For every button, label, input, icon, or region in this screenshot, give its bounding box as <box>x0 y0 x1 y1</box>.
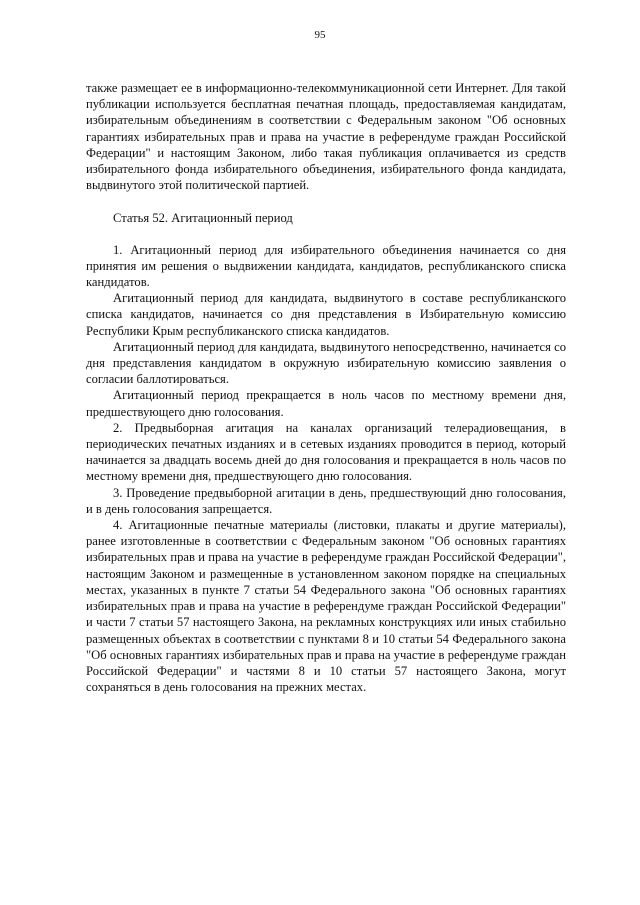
paragraph-1-candidate-direct: Агитационный период для кандидата, выдвинутого непосредственно, начинается со дня представления кандидатом в окружную избирательную комиссию заявления о согласии баллотироваться. <box>86 339 566 387</box>
article-heading: Статья 52. Агитационный период <box>113 211 293 226</box>
paragraph-1-period-end: Агитационный период прекращается в ноль часов по местному времени дня, предшествующего дню голосования. <box>86 388 566 419</box>
page-number: 95 <box>314 29 326 41</box>
paragraph-4: 4. Агитационные печатные материалы (листовки, плакаты и другие материалы), ранее изготовленные в соответствии с Федеральным законом "Об основных гарантиях избирательных прав и права на участие в референдуме граждан Российской Федерации", настоящим Законом и размещенные в установленном законом порядке на специальных местах, указанных в пункте 7 статьи 54 Федерального закона "Об основных гарантиях избирательных прав и права на участие в референдуме граждан Российской Федерации" и части 7 статьи 57 настоящего Закона, на рекламных конструкциях или иных стабильно размещенных объектах в соответствии с пунктами 8 и 10 статьи 54 Федерального закона "Об основных гарантиях избирательных прав и права на участие в референдуме граждан Российской Федерации" и частями 8 и 10 статьи 57 настоящего Закона, могут сохраняться в день голосования на прежних местах. <box>86 518 566 695</box>
paragraph-1-candidate-list: Агитационный период для кандидата, выдвинутого в составе республиканского списка кандидатов, начинается со дня представления в Избирательную комиссию Республики Крым республиканского списка кандидатов. <box>86 291 566 338</box>
document-body <box>86 80 566 695</box>
paragraph-3: 3. Проведение предвыборной агитации в день, предшествующий дню голосования, и в день голосования запрещается. <box>86 485 566 516</box>
paragraph-2: 2. Предвыборная агитация на каналах организаций телерадиовещания, в периодических печатных изданиях и в сетевых изданиях проводится в период, который начинается за двадцать восемь дней до дня голосования и прекращается в ноль часов по местному времени дня, предшествующего дню голосования. <box>86 420 566 484</box>
intro-paragraph: также размещает ее в информационно-телекоммуникационной сети Интернет. Для такой публикации используется бесплатная печатная площадь, предоставляемая кандидатам, избирательным объединениям в соответствии с Федеральным законом "Об основных гарантиях избирательных прав и права на участие в референдуме граждан Российской Федерации" и настоящим Законом, либо такая публикация оплачивается из средств избирательного фонда избирательного объединения, избирательного фонда кандидата, выдвинутого этой политической партией. <box>86 81 566 193</box>
paragraph-1: 1. Агитационный период для избирательного объединения начинается со дня принятия им решения о выдвижении кандидата, кандидатов, республиканского списка кандидатов. <box>86 242 566 290</box>
